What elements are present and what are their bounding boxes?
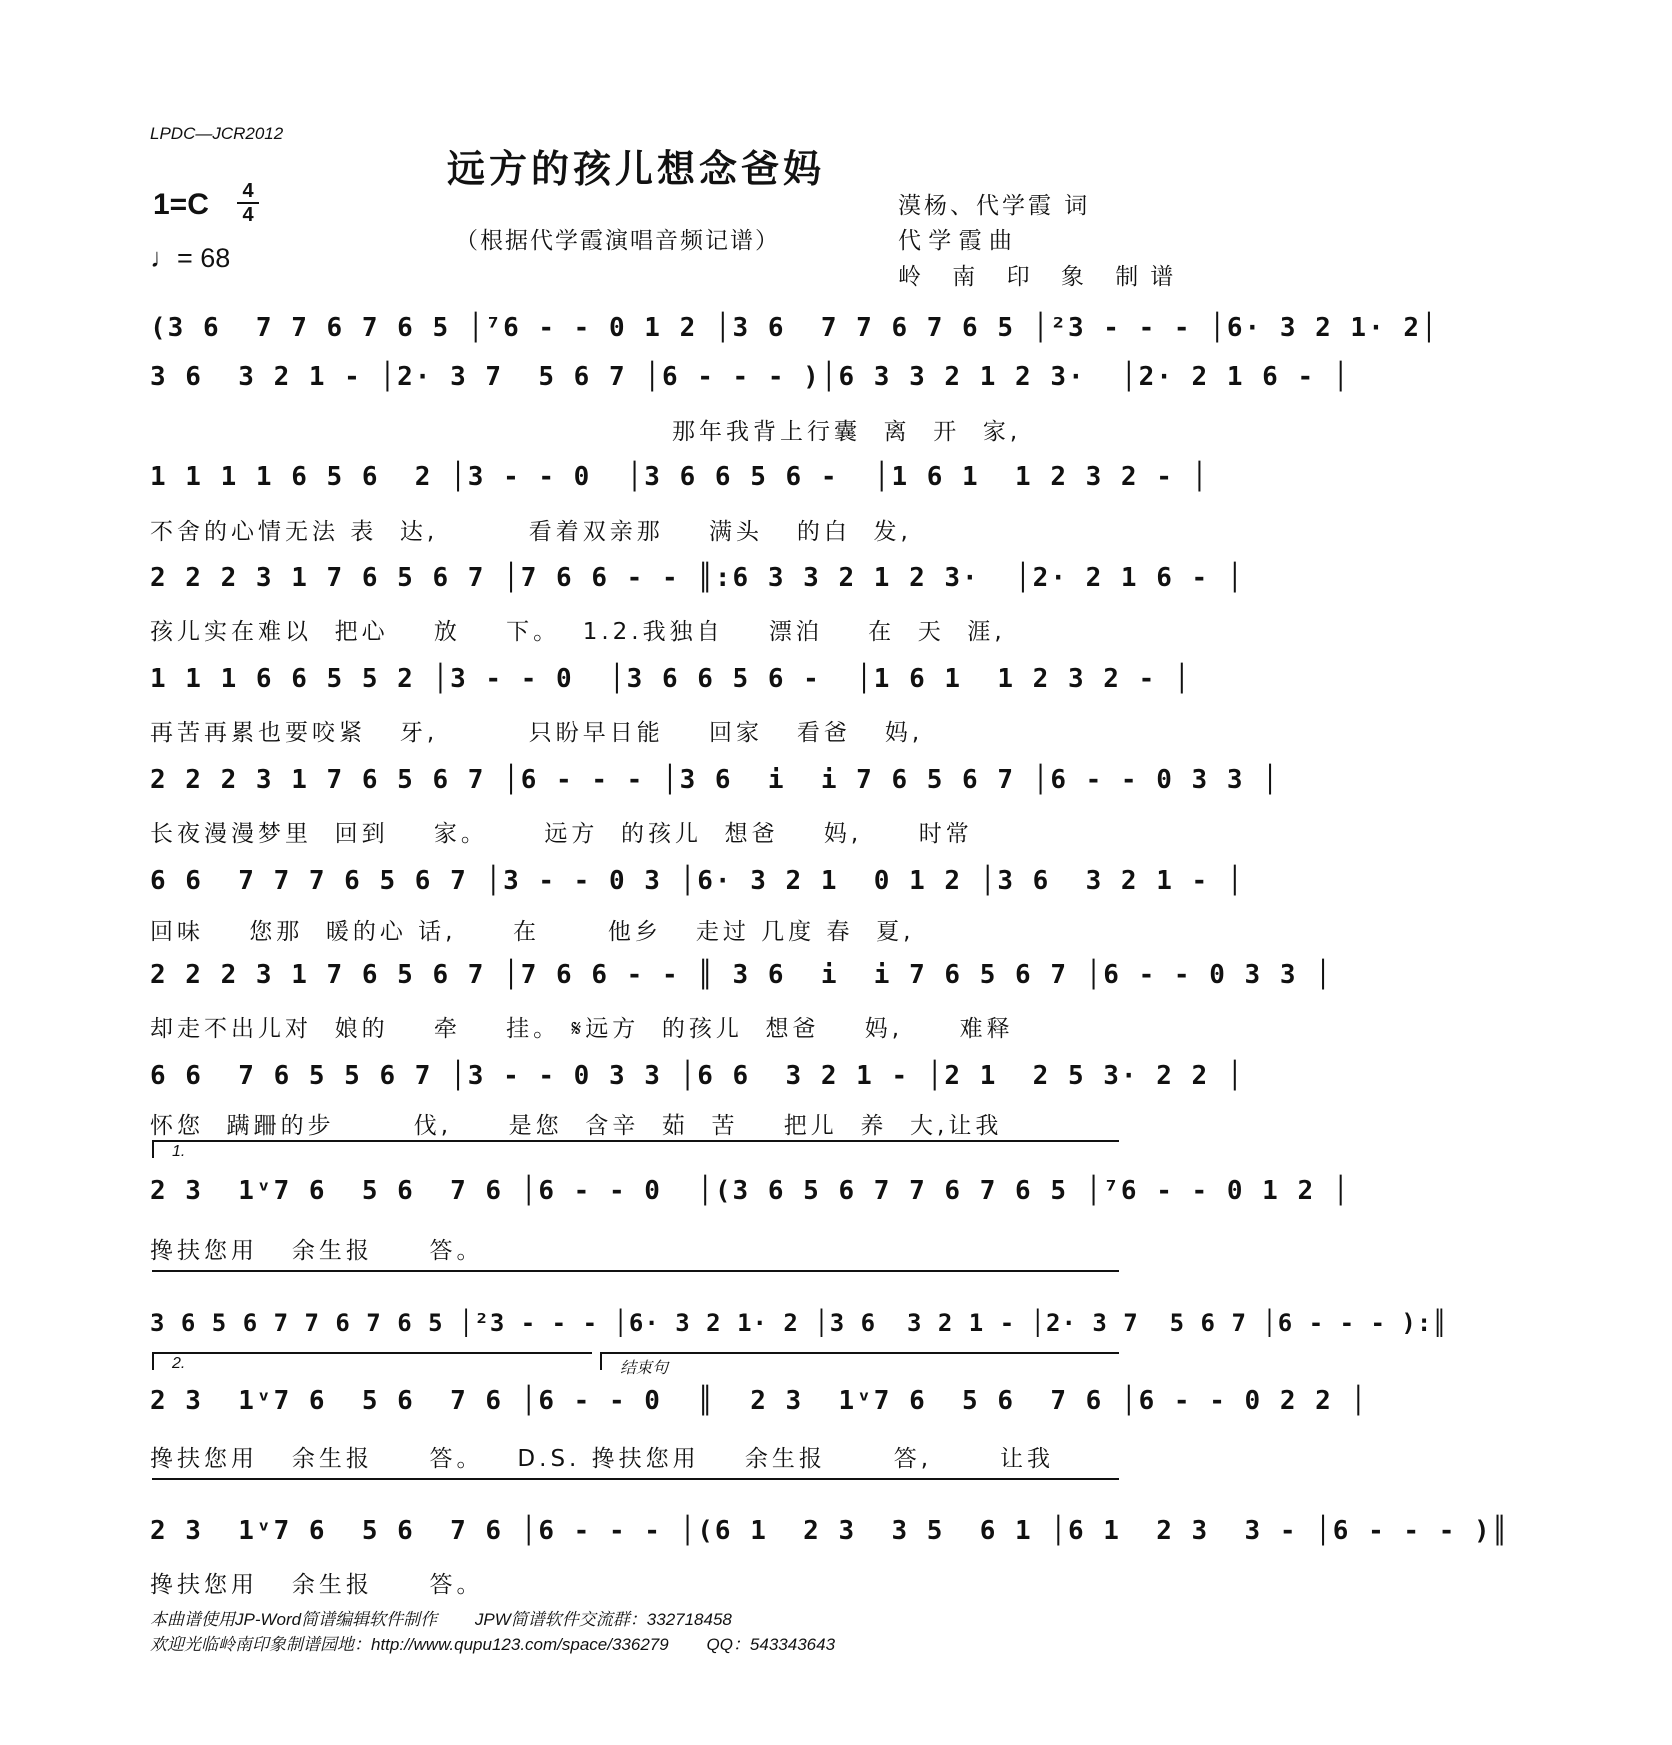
volta-2-label: 2. — [172, 1355, 186, 1372]
lyric-row-2: 那年我背上行囊 离 开 家, — [672, 419, 1022, 445]
notation-row-4: 2 2 2 3 1 7 6 5 6 7 │7 6 6 - - ║:6 3 3 2 1 2 3· │2· 2 1 6 - │ — [150, 563, 1245, 593]
notation-row-8: 2 2 2 3 1 7 6 5 6 7 │7 6 6 - - ║ 3 6 i i 7 6 5 6 7 │6 - - 0 3 3 │ — [150, 960, 1333, 990]
notation-row-7: 6 6 7 7 7 6 5 6 7 │3 - - 0 3 │6· 3 2 1 0 1 2 │3 6 3 2 1 - │ — [150, 866, 1245, 896]
key-signature: 1=C — [153, 188, 209, 221]
notation-row-5: 1 1 1 6 6 5 5 2 │3 - - 0 │3 6 6 5 6 - │1 6 1 1 2 3 2 - │ — [150, 664, 1192, 694]
footer-line-1: 本曲谱使用JP-Word简谱编辑软件制作 JPW简谱软件交流群：332718458 — [150, 1610, 732, 1629]
volta-1-continue — [152, 1270, 1119, 1272]
lyric-row-7: 回味 您那 暖的心 话, 在 他乡 走过 几度 春 夏, — [150, 919, 915, 945]
volta-1-label: 1. — [172, 1143, 186, 1160]
subtitle: （根据代学霞演唱音频记谱） — [455, 228, 780, 254]
notation-row-2: 3 6 3 2 1 - │2· 3 7 5 6 7 │6 - - - )│6 3 3 2 1 2 3· │2· 2 1 6 - │ — [150, 362, 1351, 392]
lyric-row-5: 再苦再累也要咬紧 牙, 只盼早日能 回家 看爸 妈, — [150, 720, 924, 746]
notation-row-6: 2 2 2 3 1 7 6 5 6 7 │6 - - - │3 6 i i 7 6 5 6 7 │6 - - 0 3 3 │ — [150, 765, 1280, 795]
score-code: LPDC—JCR2012 — [150, 124, 284, 143]
lyric-row-12: 搀扶您用 余生报 答。 D.S. 搀扶您用 余生报 答, 让我 — [150, 1446, 1054, 1472]
coda-continue — [152, 1478, 1119, 1480]
lyric-row-10: 搀扶您用 余生报 答。 — [150, 1238, 484, 1264]
volta-2-bracket — [152, 1352, 592, 1354]
lyric-row-13: 搀扶您用 余生报 答。 — [150, 1572, 484, 1598]
time-bottom: 4 — [237, 202, 259, 226]
arranger-credit: 岭 南 印 象 制谱 — [898, 264, 1186, 290]
volta-1-bracket-hook — [152, 1140, 154, 1158]
composer-credit: 代 学 霞 曲 — [898, 228, 1012, 254]
time-top: 4 — [242, 180, 254, 202]
coda-bracket — [600, 1352, 1119, 1354]
notation-row-3: 1 1 1 1 6 5 6 2 │3 - - 0 │3 6 6 5 6 - │1 6 1 1 2 3 2 - │ — [150, 462, 1210, 492]
coda-label: 结束句 — [620, 1360, 669, 1377]
lyric-row-8: 却走不出儿对 娘的 牵 挂。 𝄋远方 的孩儿 想爸 妈, 难释 — [150, 1016, 1014, 1042]
time-signature — [237, 180, 259, 226]
notation-row-12: 2 3 1ᵛ7 6 5 6 7 6 │6 - - 0 ║ 2 3 1ᵛ7 6 5 6 7 6 │6 - - 0 2 2 │ — [150, 1386, 1369, 1416]
notation-row-9: 6 6 7 6 5 5 6 7 │3 - - 0 3 3 │6 6 3 2 1 - │2 1 2 5 3· 2 2 │ — [150, 1061, 1245, 1091]
song-title: 远方的孩儿想念爸妈 — [446, 146, 825, 191]
lyric-row-3: 不舍的心情无法 表 达, 看着双亲那 满头 的白 发, — [150, 519, 912, 545]
lyric-row-9: 怀您 蹒跚的步 伐, 是您 含辛 茹 苦 把儿 养 大,让我 — [150, 1113, 1003, 1139]
notation-row-1: (3 6 7 7 6 7 6 5 │⁷6 - - 0 1 2 │3 6 7 7 6 7 6 5 │²3 - - - │6· 3 2 1· 2│ — [150, 313, 1439, 343]
notation-row-10: 2 3 1ᵛ7 6 5 6 7 6 │6 - - 0 │(3 6 5 6 7 7 6 7 6 5 │⁷6 - - 0 1 2 │ — [150, 1176, 1351, 1206]
coda-bracket-hook — [600, 1352, 602, 1370]
footer-line-2: 欢迎光临岭南印象制谱园地：http://www.qupu123.com/space/336279 QQ：543343643 — [150, 1635, 836, 1654]
lyricist-credit: 漠杨、代学霞 词 — [898, 193, 1091, 219]
lyric-row-4: 孩儿实在难以 把心 放 下。 1.2.我独自 漂泊 在 天 涯, — [150, 619, 1006, 645]
notation-row-13: 2 3 1ᵛ7 6 5 6 7 6 │6 - - - │(6 1 2 3 3 5 6 1 │6 1 2 3 3 - │6 - - - )║ — [150, 1516, 1510, 1546]
lyric-row-6: 长夜漫漫梦里 回到 家。 远方 的孩儿 想爸 妈, 时常 — [150, 821, 973, 847]
notation-row-11: 3 6 5 6 7 7 6 7 6 5 │²3 - - - │6· 3 2 1· 2 │3 6 3 2 1 - │2· 3 7 5 6 7 │6 - - - ):║ — [150, 1309, 1448, 1337]
volta-2-bracket-hook — [152, 1352, 154, 1370]
tempo-marking: ♩= 68 — [150, 243, 231, 273]
volta-1-bracket — [152, 1140, 1119, 1142]
